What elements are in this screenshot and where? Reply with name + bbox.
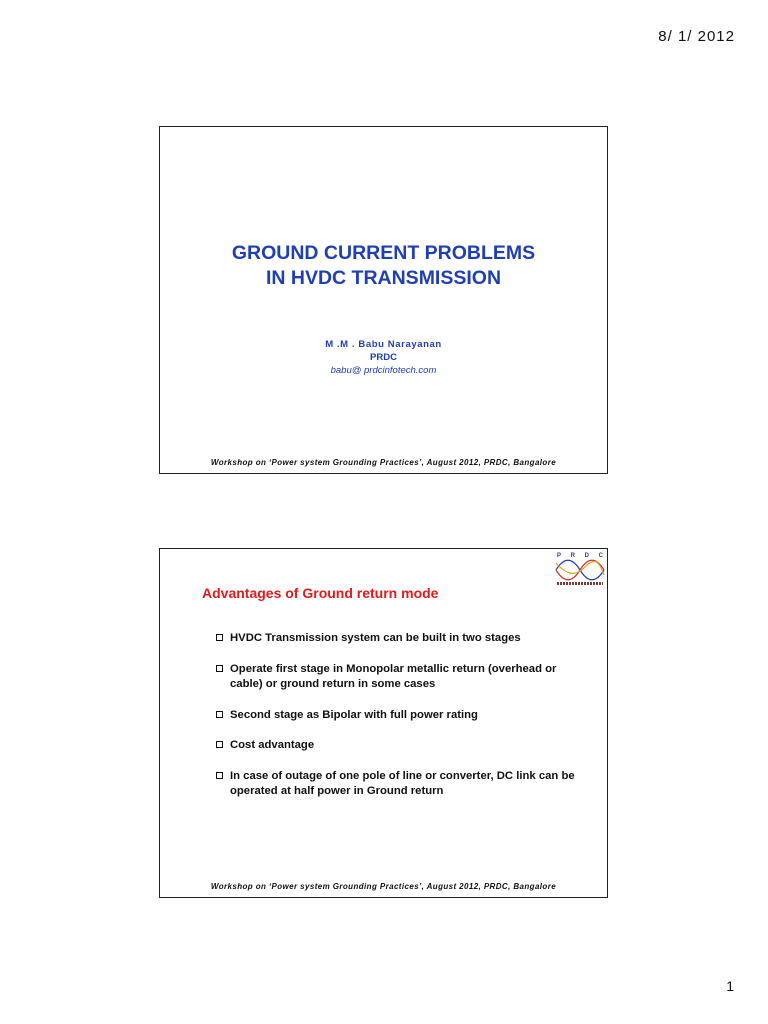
bullet-text: HVDC Transmission system can be built in two stages	[230, 632, 521, 644]
checkbox-bullet-icon	[216, 634, 223, 641]
author-org: PRDC	[370, 352, 397, 363]
slide-footer: Workshop on ‘Power system Grounding Practices’, August 2012, PRDC, Bangalore	[210, 882, 557, 891]
logo-letter: D	[584, 553, 589, 559]
bullet-text: In case of outage of one pole of line or converter, DC link can be operated at half power in Ground return	[230, 769, 575, 797]
list-item	[216, 738, 577, 754]
bullet-text: Operate first stage in Monopolar metallic return (overhead or cable) or ground return in some cases	[230, 662, 557, 690]
logo-letter: R	[570, 553, 575, 559]
bullet-text: Cost advantage	[230, 739, 315, 751]
list-item	[216, 631, 577, 647]
logo-letter: C	[598, 553, 603, 559]
author-name: M .M . Babu Narayanan	[325, 339, 442, 350]
wave-logo-icon	[555, 559, 605, 581]
logo-letter: P	[557, 553, 562, 559]
slide-title	[160, 241, 607, 291]
title-line-1: GROUND CURRENT PROBLEMS	[231, 242, 536, 264]
checkbox-bullet-icon	[216, 772, 223, 779]
checkbox-bullet-icon	[216, 741, 223, 748]
page-date: 8/ 1/ 2012	[658, 28, 735, 45]
bullet-list	[216, 631, 577, 815]
author-block	[160, 338, 607, 377]
checkbox-bullet-icon	[216, 711, 223, 718]
slide-footer: Workshop on ‘Power system Grounding Practices’, August 2012, PRDC, Bangalore	[210, 458, 557, 467]
slide-1	[159, 126, 608, 474]
list-item	[216, 662, 577, 693]
checkbox-bullet-icon	[216, 665, 223, 672]
slide-title: Advantages of Ground return mode	[202, 585, 439, 601]
list-item	[216, 708, 577, 724]
author-email: babu@ prdcinfotech.com	[330, 365, 437, 376]
logo-tagline	[557, 582, 603, 585]
bullet-text: Second stage as Bipolar with full power rating	[230, 708, 478, 721]
list-item	[216, 769, 577, 800]
title-line-2: IN HVDC TRANSMISSION	[265, 267, 502, 289]
slide-2	[159, 548, 608, 898]
page-number: 1	[726, 978, 734, 994]
prdc-logo	[555, 553, 605, 589]
